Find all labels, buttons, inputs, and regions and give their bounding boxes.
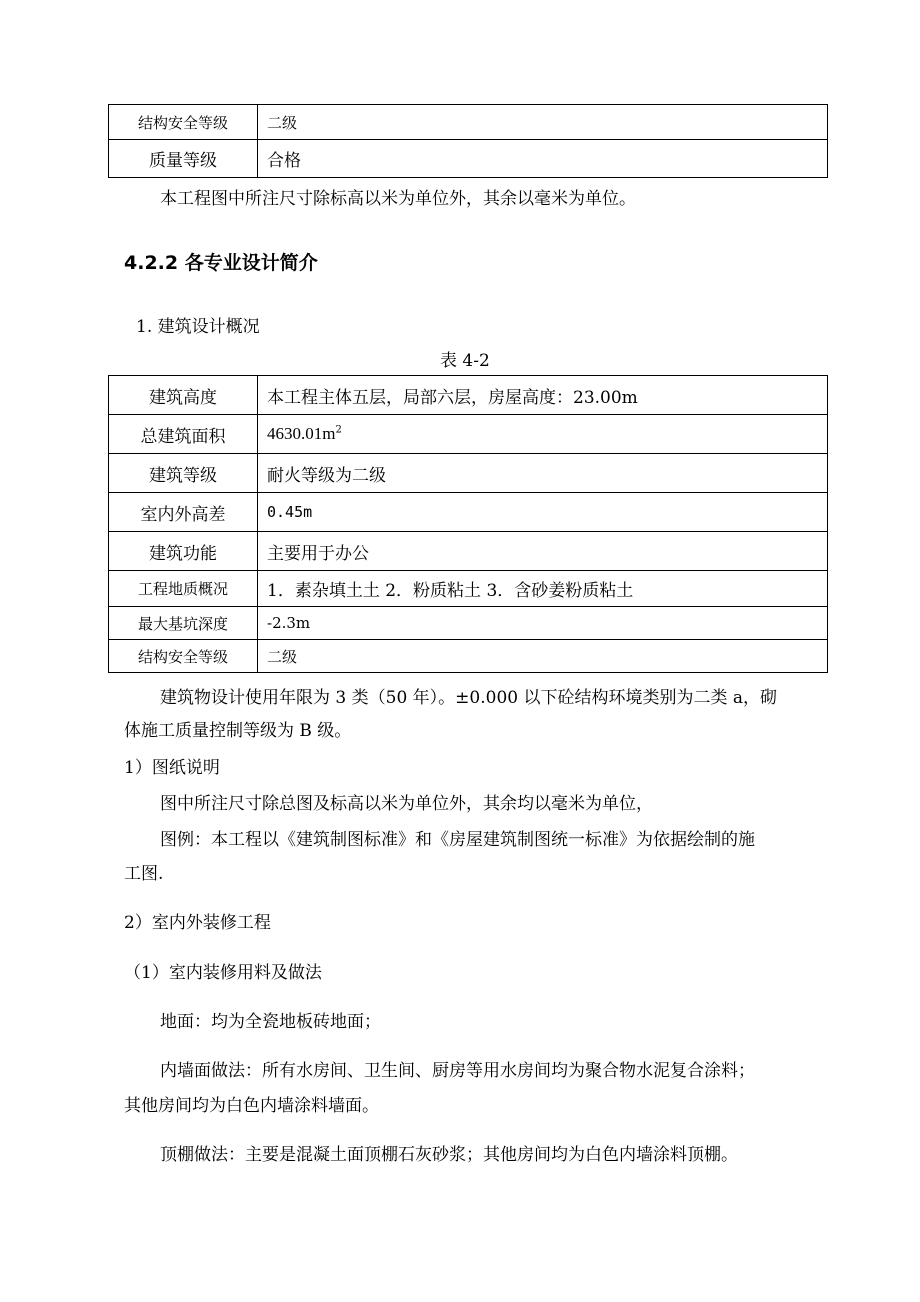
wall-finish-line-1: 内墙面做法：所有水房间、卫生间、厨房等用水房间均为聚合物水泥复合涂料； (160, 1061, 755, 1081)
row-value: 耐火等级为二级 (258, 454, 828, 493)
row-label: 建筑高度 (109, 376, 258, 415)
table-row (109, 571, 828, 607)
unit-note: 本工程图中所注尺寸除标高以米为单位外，其余以毫米为单位。 (160, 189, 636, 209)
table-row (109, 454, 828, 493)
paragraph-1-line-1: 建筑物设计使用年限为 3 类（50 年）。±0.000 以下砼结构环境类别为二类 a，砌 (160, 688, 778, 708)
row-value: 合格 (258, 140, 828, 178)
row-value: 0.45m (258, 493, 828, 532)
row-label: 建筑等级 (109, 454, 258, 493)
wall-finish-line-2: 其他房间均为白色内墙涂料墙面。 (124, 1096, 379, 1116)
row-value: -2.3m (258, 607, 828, 640)
item-2-subtitle: （1）室内装修用料及做法 (124, 963, 322, 983)
row-label: 建筑功能 (109, 532, 258, 571)
subsection-title: 1. 建筑设计概况 (136, 317, 260, 337)
table-caption: 表 4-2 (440, 351, 490, 371)
table-row (109, 376, 828, 415)
table-row (109, 105, 828, 140)
row-value: 二级 (258, 105, 828, 140)
table-row (109, 607, 828, 640)
area-value: 4630.01m (267, 424, 336, 443)
table-row (109, 640, 828, 673)
item-1-line-1: 图中所注尺寸除总图及标高以米为单位外，其余均以毫米为单位， (160, 794, 653, 814)
table-row (109, 140, 828, 178)
row-value: 1．素杂填土土 2．粉质粘土 3．含砂姜粉质粘土 (258, 571, 828, 607)
row-label: 结构安全等级 (109, 105, 258, 140)
row-value: 二级 (258, 640, 828, 673)
item-1-line-3: 工图. (124, 864, 164, 884)
row-value: 主要用于办公 (258, 532, 828, 571)
row-label: 最大基坑深度 (109, 607, 258, 640)
ceiling-finish-line: 顶棚做法：主要是混凝土面顶棚石灰砂浆；其他房间均为白色内墙涂料顶棚。 (160, 1145, 738, 1165)
row-label: 室内外高差 (109, 493, 258, 532)
row-value (258, 415, 828, 454)
item-1-title: 1）图纸说明 (124, 758, 220, 778)
building-overview-table (108, 375, 828, 673)
item-1-line-2: 图例：本工程以《建筑制图标准》和《房屋建筑制图统一标准》为依据绘制的施 (160, 830, 755, 850)
row-label: 质量等级 (109, 140, 258, 178)
row-value: 本工程主体五层，局部六层，房屋高度：23.00m (258, 376, 828, 415)
row-label: 总建筑面积 (109, 415, 258, 454)
floor-finish-line: 地面：均为全瓷地板砖地面； (160, 1012, 381, 1032)
section-heading: 4.2.2 各专业设计简介 (124, 252, 318, 274)
table-row (109, 532, 828, 571)
top-table (108, 104, 828, 178)
item-2-title: 2）室内外装修工程 (124, 913, 271, 933)
area-unit-superscript: 2 (335, 424, 342, 436)
table-row (109, 415, 828, 454)
paragraph-1-line-2: 体施工质量控制等级为 B 级。 (124, 721, 352, 741)
row-label: 工程地质概况 (109, 571, 258, 607)
table-row (109, 493, 828, 532)
row-label: 结构安全等级 (109, 640, 258, 673)
